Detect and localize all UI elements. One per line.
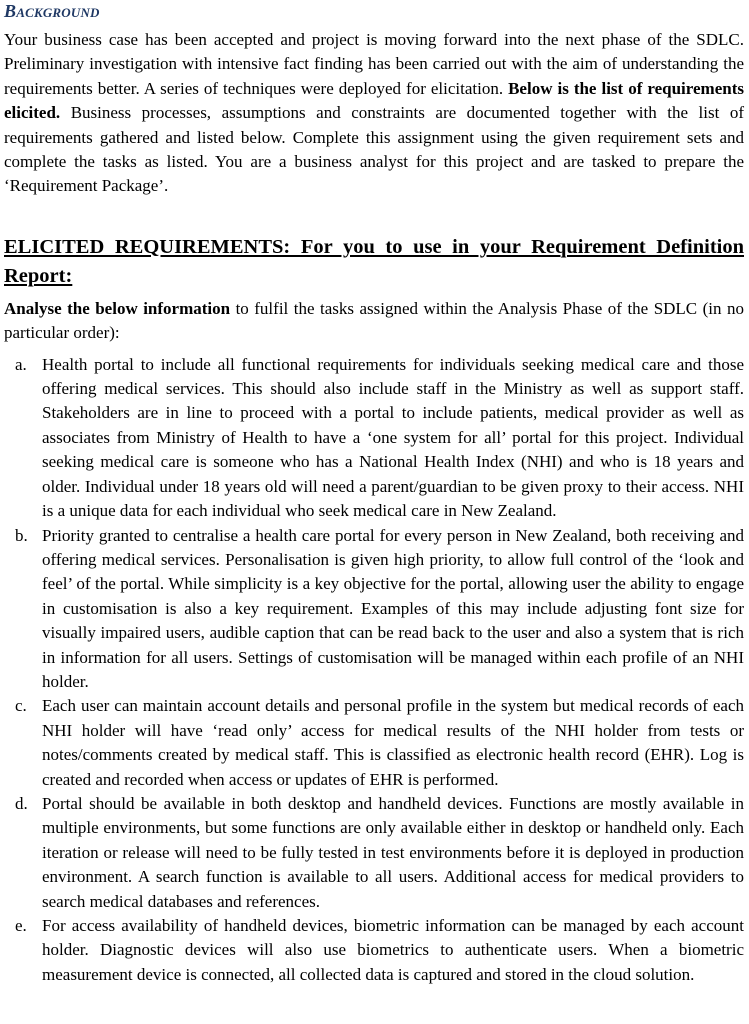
list-marker: c. [15, 696, 27, 716]
background-text-part1: Your business case has been accepted and project is moving forward into the next phase of the SDLC. Preliminary investigation with intensive fact finding has been carried out with the aim of understanding the requirements better. A series of techniques were deployed for elicitation. [4, 30, 744, 98]
requirements-list [4, 353, 744, 988]
background-heading: Background [4, 1, 100, 21]
document-page [4, 0, 744, 987]
list-item-text: Health portal to include all functional requirements for individuals seeking medical care and those offering medical services. This should also include staff in the Ministry as well as support staff. Stakeholders are in line to proceed with a portal to include patients, medical provider as well as associates from Ministry of Health to have a ‘one system for all’ portal for this project. Individual seeking medical care is someone who has a National Health Index (NHI) and who is 18 years and older. Individual under 18 years old will need a parent/guardian to be given proxy to their access. NHI is a unique data for each individual who seek medical care in New Zealand. [42, 354, 744, 521]
elicited-requirements-title: ELICITED REQUIREMENTS: For you to use in your Requirement Definition Report: [4, 235, 744, 287]
background-text-bold: Below is the list of requirements elicited. [4, 78, 744, 123]
list-item-text: Priority granted to centralise a health care portal for every person in New Zealand, both receiving and offering medical services. Personalisation is given high priority, to allow full control of the ‘look and feel’ of the portal. While simplicity is a key objective for the portal, allowing user the ability to engage in customisation is also a key requirement. Examples of this may include adjusting font size for visually impaired users, audible caption that can be read back to the user and also a system that is rich in information for all users. Settings of customisation will be managed within each profile of an NHI holder. [42, 525, 744, 691]
list-marker: a. [15, 354, 27, 374]
list-marker: b. [15, 525, 28, 545]
analyse-bold: Analyse the below information [4, 298, 231, 318]
list-item [4, 694, 744, 792]
background-paragraph [4, 28, 744, 199]
analyse-paragraph [4, 297, 744, 346]
list-item [4, 524, 744, 695]
list-item-text: Portal should be available in both desktop and handheld devices. Functions are mostly available in multiple environments, but some functions are only available either in desktop or handheld only. Each iteration or release will need to be fully tested in test environments before it is deployed in production environment. A search function is available to all users. Additional access for medical providers to search medical databases and references. [42, 793, 744, 911]
list-item [4, 914, 744, 987]
background-text-part2: Business processes, assumptions and constraints are documented together with the list of requirements gathered and listed below. Complete this assignment using the given requirement sets and complete the tasks as listed. You are a business analyst for this project and are tasked to prepare the ‘Requirement Package’. [4, 103, 744, 196]
list-item-text: Each user can maintain account details and personal profile in the system but medical records of each NHI holder will have ‘read only’ access for medical results of the NHI holder from tests or notes/comments created by medical staff. This is classified as electronic health record (EHR). Log is created and recorded when access or updates of EHR is performed. [42, 696, 744, 789]
list-item [4, 353, 744, 524]
list-item [4, 792, 744, 914]
list-marker: e. [15, 916, 27, 935]
list-item-text: For access availability of handheld devices, biometric information can be managed by each account holder. Diagnostic devices will also use biometrics to authenticate users. When a biometric measurement device is connected, all collected data is captured and stored in the cloud solution. [42, 916, 744, 984]
analyse-rest: to fulfil the tasks assigned within the Analysis Phase of the SDLC (in no particular order): [4, 298, 744, 343]
list-marker: d. [15, 793, 28, 813]
